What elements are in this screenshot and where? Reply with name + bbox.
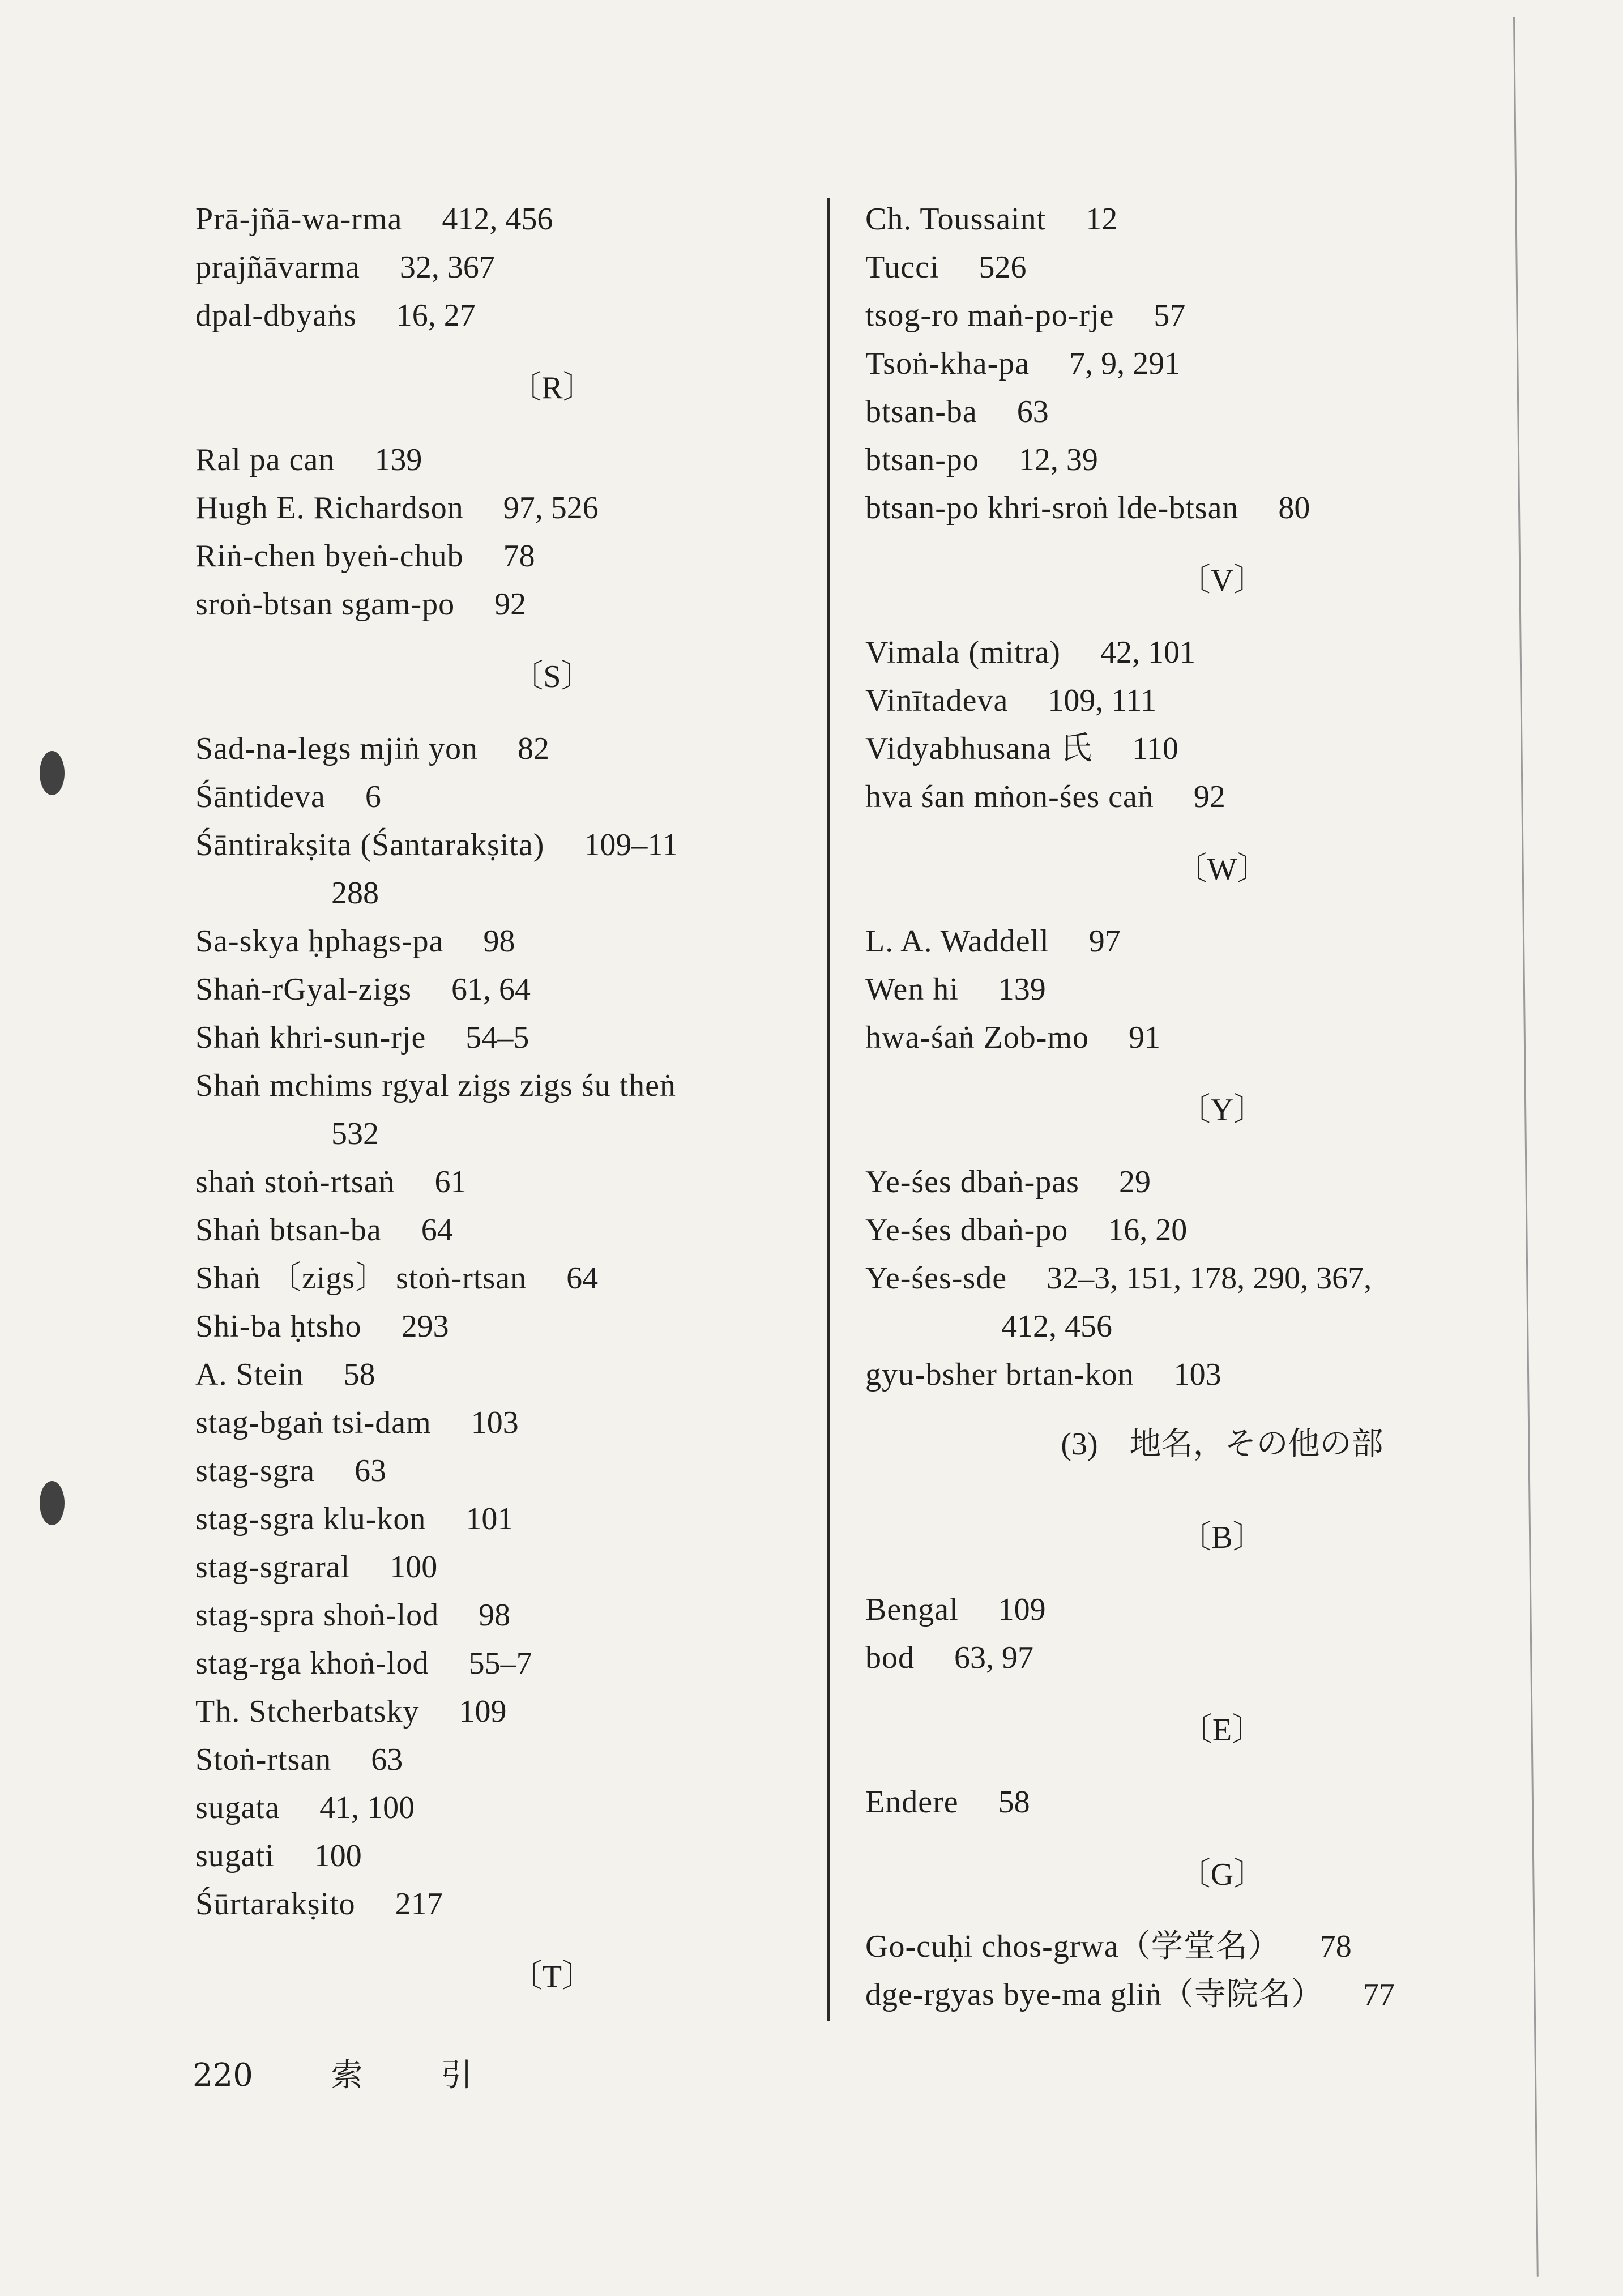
entry-pages: 293 — [401, 1309, 449, 1344]
index-entry — [865, 1351, 1579, 1399]
index-entry — [865, 629, 1579, 677]
part-heading: (3) 地名，その他の部 — [1061, 1427, 1383, 1462]
entry-term: Hugh E. Richardson — [195, 490, 464, 526]
entry-term: sroṅ-btsan sgam-po — [195, 587, 455, 622]
entry-term: A. Stein — [195, 1357, 304, 1392]
entry-pages: 98 — [479, 1598, 511, 1633]
entry-term: Stoṅ-rtsan — [195, 1742, 332, 1777]
entry-term: Ch. Toussaint — [865, 202, 1047, 237]
entry-term: Ye-śes dbaṅ-pas — [865, 1164, 1079, 1200]
entry-pages: 58 — [343, 1357, 375, 1392]
entry-pages: 100 — [314, 1838, 362, 1873]
entry-term: btsan-ba — [865, 394, 977, 429]
entry-pages: 29 — [1118, 1164, 1151, 1200]
index-right-column — [865, 195, 1579, 2019]
entry-continuation: 288 — [331, 876, 379, 911]
index-entry — [195, 1543, 909, 1591]
entry-pages: 32–3, 151, 178, 290, 367, — [1047, 1261, 1372, 1296]
index-entry — [865, 1206, 1579, 1254]
entry-term: Vidyabhusana 氏 — [865, 731, 1092, 766]
entry-term: stag-sgra klu-kon — [195, 1501, 426, 1537]
section-heading: 〔E〕 — [1180, 1713, 1264, 1748]
index-entry — [195, 1303, 909, 1351]
index-entry — [865, 292, 1579, 340]
index-entry — [195, 1447, 909, 1495]
index-entry — [865, 1971, 1579, 2019]
entry-term: hwa-śaṅ Zob-mo — [865, 1020, 1090, 1055]
entry-pages: 109, 111 — [1048, 683, 1157, 718]
entry-pages: 110 — [1132, 731, 1178, 766]
entry-term: L. A. Waddell — [865, 924, 1049, 959]
entry-pages: 77 — [1363, 1977, 1395, 2012]
entry-pages: 61, 64 — [451, 972, 531, 1007]
entry-term: Śāntideva — [195, 779, 326, 814]
index-entry — [195, 1399, 909, 1447]
index-entry — [865, 195, 1579, 244]
entry-term: Th. Stcherbatsky — [195, 1694, 420, 1729]
entry-term: bod — [865, 1640, 915, 1675]
entry-pages: 78 — [503, 539, 535, 574]
entry-term: dge-rgyas bye-ma gliṅ（寺院名） — [865, 1977, 1323, 2012]
entry-term: Śāntirakṣita (Śantarakṣita) — [195, 827, 545, 863]
index-entry — [195, 1062, 909, 1110]
entry-pages: 139 — [374, 442, 422, 477]
entry-pages: 57 — [1154, 298, 1186, 333]
index-entry — [195, 581, 909, 629]
entry-pages: 16, 20 — [1108, 1213, 1188, 1248]
index-entry — [195, 1591, 909, 1640]
entry-term: prajñāvarma — [195, 250, 360, 285]
entry-pages: 42, 101 — [1100, 635, 1195, 670]
index-entry — [195, 292, 909, 340]
entry-pages: 97, 526 — [503, 490, 599, 526]
index-entry — [865, 244, 1579, 292]
entry-term: Prā-jñā-wa-rma — [195, 202, 403, 237]
index-entry — [865, 966, 1579, 1014]
entry-pages: 63 — [371, 1742, 403, 1777]
index-entry — [195, 1014, 909, 1062]
index-entry — [865, 1634, 1579, 1682]
entry-pages: 54–5 — [465, 1020, 529, 1055]
index-entry — [195, 436, 909, 484]
index-entry — [865, 1254, 1579, 1303]
column-divider — [827, 198, 830, 2021]
entry-term: Shi-ba ḥtsho — [195, 1309, 362, 1344]
entry-pages: 217 — [395, 1887, 443, 1922]
section-heading: 〔B〕 — [1180, 1520, 1265, 1555]
entry-pages: 63 — [355, 1453, 387, 1488]
index-entry — [195, 1254, 909, 1303]
section-heading: 〔W〕 — [1175, 852, 1269, 887]
entry-term: Ye-śes-sde — [865, 1261, 1007, 1296]
entry-term: Ral pa can — [195, 442, 335, 477]
index-entry — [195, 1206, 909, 1254]
entry-pages: 78 — [1319, 1929, 1352, 1964]
index-entry — [195, 917, 909, 966]
entry-term: Vinītadeva — [865, 683, 1009, 718]
index-entry — [865, 1014, 1579, 1062]
entry-term: Shaṅ-rGyal-zigs — [195, 972, 412, 1007]
index-entry — [865, 1778, 1579, 1826]
entry-pages: 103 — [1173, 1357, 1221, 1392]
entry-term: tsog-ro maṅ-po-rje — [865, 298, 1114, 333]
section-heading: 〔R〕 — [510, 370, 595, 406]
index-entry — [865, 917, 1579, 966]
index-entry — [865, 340, 1579, 388]
entry-term: btsan-po — [865, 442, 979, 477]
index-entry — [865, 388, 1579, 436]
index-entry — [195, 1640, 909, 1688]
page-footer — [193, 2050, 541, 2096]
index-entry — [865, 1923, 1579, 1971]
index-entry — [195, 1495, 909, 1543]
entry-term: btsan-po khri-sroṅ lde-btsan — [865, 490, 1239, 526]
entry-pages: 16, 27 — [396, 298, 476, 333]
entry-pages: 92 — [494, 587, 527, 622]
entry-term: stag-bgaṅ tsi-dam — [195, 1405, 432, 1440]
index-entry — [195, 773, 909, 821]
section-heading: 〔T〕 — [510, 1959, 594, 1994]
index-entry — [865, 773, 1579, 821]
index-left-column — [195, 195, 909, 2025]
entry-continuation: 532 — [331, 1116, 379, 1151]
page-number: 220 — [193, 2057, 253, 2094]
entry-pages: 63, 97 — [954, 1640, 1033, 1675]
entry-term: Sad-na-legs mjiṅ yon — [195, 731, 479, 766]
index-entry — [195, 244, 909, 292]
entry-pages: 32, 367 — [399, 250, 495, 285]
entry-term: Vimala (mitra) — [865, 635, 1061, 670]
entry-term: Sa-skya ḥphags-pa — [195, 924, 444, 959]
section-heading: 〔G〕 — [1178, 1857, 1266, 1892]
entry-pages: 63 — [1016, 394, 1049, 429]
entry-pages: 12, 39 — [1018, 442, 1098, 477]
entry-pages: 7, 9, 291 — [1069, 346, 1181, 381]
index-entry — [195, 484, 909, 532]
entry-pages: 92 — [1193, 779, 1225, 814]
entry-pages: 109 — [998, 1592, 1046, 1627]
index-entry — [195, 532, 909, 581]
entry-pages: 139 — [998, 972, 1046, 1007]
index-entry — [195, 966, 909, 1014]
entry-pages: 412, 456 — [442, 202, 553, 237]
entry-pages: 12 — [1086, 202, 1118, 237]
index-entry — [195, 1158, 909, 1206]
binding-hole — [40, 1481, 65, 1525]
entry-pages: 64 — [566, 1261, 599, 1296]
entry-term: stag-rga khoṅ-lod — [195, 1646, 429, 1681]
entry-pages: 98 — [483, 924, 515, 959]
entry-pages: 41, 100 — [319, 1790, 415, 1825]
index-entry — [195, 1784, 909, 1832]
entry-term: stag-spra shoṅ-lod — [195, 1598, 439, 1633]
index-entry — [865, 484, 1579, 532]
entry-term: Bengal — [865, 1592, 959, 1627]
entry-term: stag-sgra — [195, 1453, 315, 1488]
entry-pages: 109–11 — [584, 827, 678, 863]
entry-term: Tucci — [865, 250, 939, 285]
index-entry — [195, 821, 909, 869]
entry-pages: 101 — [465, 1501, 514, 1537]
index-entry — [865, 725, 1579, 773]
entry-term: Wen hi — [865, 972, 959, 1007]
index-entry — [195, 1880, 909, 1928]
entry-pages: 97 — [1088, 924, 1121, 959]
entry-pages: 109 — [459, 1694, 507, 1729]
running-title-char: 引 — [441, 2057, 473, 2094]
index-entry — [195, 195, 909, 244]
section-heading: 〔V〕 — [1178, 563, 1266, 598]
entry-term: shaṅ stoṅ-rtsaṅ — [195, 1164, 395, 1200]
index-entry — [865, 1586, 1579, 1634]
entry-term: Shaṅ btsan-ba — [195, 1213, 382, 1248]
entry-term: sugata — [195, 1790, 280, 1825]
index-entry — [865, 1158, 1579, 1206]
entry-term: Tsoṅ-kha-pa — [865, 346, 1030, 381]
entry-pages: 58 — [998, 1785, 1030, 1820]
entry-term: Go-cuḥi chos-grwa（学堂名） — [865, 1929, 1280, 1964]
entry-term: Shaṅ 〔zigs〕 stoṅ-rtsan — [195, 1261, 527, 1296]
index-entry — [195, 725, 909, 773]
entry-continuation: 412, 456 — [1001, 1309, 1112, 1344]
index-entry — [195, 1688, 909, 1736]
entry-term: Ye-śes dbaṅ-po — [865, 1213, 1069, 1248]
entry-pages: 61 — [434, 1164, 467, 1200]
running-title-char: 索 — [331, 2057, 363, 2094]
entry-term: Shaṅ mchims rgyal zigs zigs śu theṅ — [195, 1068, 676, 1103]
index-entry — [195, 1832, 909, 1880]
entry-term: stag-sgraral — [195, 1550, 351, 1585]
entry-pages: 82 — [518, 731, 550, 766]
index-entry — [195, 1736, 909, 1784]
index-entry — [865, 436, 1579, 484]
index-entry — [195, 1351, 909, 1399]
entry-term: Śūrtarakṣito — [195, 1887, 356, 1922]
entry-term: Shaṅ khri-sun-rje — [195, 1020, 426, 1055]
entry-pages: 526 — [979, 250, 1027, 285]
entry-pages: 80 — [1278, 490, 1310, 526]
entry-term: hva śan mṅon-śes caṅ — [865, 779, 1154, 814]
entry-term: sugati — [195, 1838, 275, 1873]
entry-term: Endere — [865, 1785, 959, 1820]
entry-term: Riṅ-chen byeṅ-chub — [195, 539, 464, 574]
entry-pages: 64 — [421, 1213, 453, 1248]
binding-hole — [40, 751, 65, 795]
entry-pages: 55–7 — [468, 1646, 532, 1681]
index-entry — [865, 677, 1579, 725]
entry-pages: 6 — [365, 779, 381, 814]
entry-term: gyu-bsher brtan-kon — [865, 1357, 1134, 1392]
section-heading: 〔Y〕 — [1178, 1092, 1266, 1128]
entry-pages: 100 — [390, 1550, 438, 1585]
entry-pages: 91 — [1129, 1020, 1161, 1055]
section-heading: 〔S〕 — [511, 659, 593, 694]
entry-pages: 103 — [471, 1405, 519, 1440]
entry-term: dpal-dbyaṅs — [195, 298, 357, 333]
